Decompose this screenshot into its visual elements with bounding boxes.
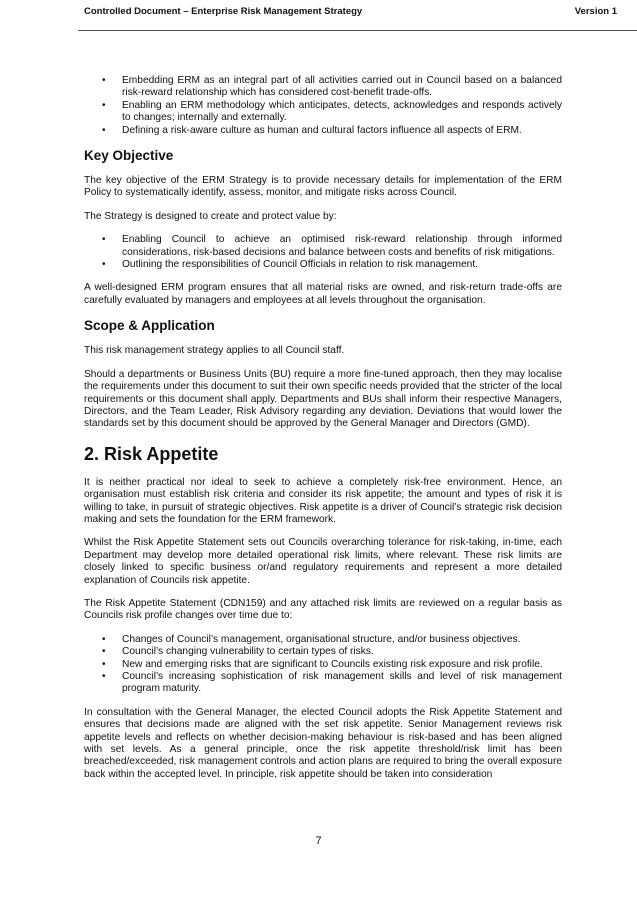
risk-appetite-bullet-list [84, 634, 562, 696]
list-item: • Defining a risk-aware culture as human and cultural factors influence all aspects of ERM. [84, 125, 562, 137]
risk-appetite-paragraph: The Risk Appetite Statement (CDN159) and any attached risk limits are reviewed on a regular basis as Councils risk profile changes over time due to: [84, 597, 562, 622]
list-item: • Embedding ERM as an integral part of all activities carried out in Council based on a balanced risk-reward relationship which has considered cost-benefit trade-offs. [84, 75, 562, 100]
list-item: • Council’s increasing sophistication of risk management skills and level of risk management program maturity. [84, 671, 562, 696]
document-header [84, 6, 617, 20]
page-number: 7 [315, 835, 322, 847]
risk-appetite-heading: 2. Risk Appetite [84, 443, 219, 464]
document-version: Version 1 [574, 6, 617, 17]
list-item: • Changes of Council’s management, organisational structure, and/or business objectives. [84, 634, 562, 646]
key-objective-paragraph: A well-designed ERM program ensures that all material risks are owned, and risk-return trade-offs are carefully evaluated by managers and employees at all levels throughout the organisation. [84, 282, 562, 306]
list-item: • Enabling an ERM methodology which anticipates, detects, acknowledges and responds actively to changes; internally and externally. [84, 100, 562, 125]
scope-heading: Scope & Application [84, 318, 215, 334]
list-item: • New and emerging risks that are significant to Councils existing risk exposure and risk profile. [84, 659, 562, 671]
scope-paragraph: Should a departments or Business Units (BU) require a more fine-tuned approach, then they may localise the requirements under this document to suit their own specific needs provided that the stricter of the local requirements or this document shall apply. Departments and BUs shall inform their respective Managers, Directors, and the Team Leader, Risk Advisory regarding any deviation. Deviations that would lower the standards set by this document should be approved by the General Manager and Directors (GMD). [84, 368, 562, 430]
list-item: • Enabling Council to achieve an optimised risk-reward relationship through informed considerations, risk-based decisions and balance between costs and benefits of risk mitigations. [84, 234, 562, 259]
header-divider [78, 30, 637, 31]
key-objective-paragraph: The key objective of the ERM Strategy is to provide necessary details for implementation of the ERM Policy to systematically identify, assess, monitor, and mitigate risks across Council. [84, 175, 562, 199]
key-objective-paragraph: The Strategy is designed to create and protect value by: [84, 210, 337, 222]
list-item: • Outlining the responsibilities of Council Officials in relation to risk management. [84, 259, 562, 271]
risk-appetite-paragraph: It is neither practical nor ideal to seek to achieve a completely risk-free environment. Hence, an organisation must establish risk criteria and consider its risk appetite; the amount and types of risk it is willing to take, in pursuit of strategic objectives. Risk appetite is a driver of Council’s strategic risk decision making and sets the foundation for the ERM framework. [84, 476, 562, 525]
document-title: Controlled Document – Enterprise Risk Management Strategy [84, 6, 363, 17]
intro-bullet-list [84, 75, 562, 137]
key-objective-heading: Key Objective [84, 148, 174, 164]
risk-appetite-paragraph: In consultation with the General Manager, the elected Council adopts the Risk Appetite Statement and ensures that decisions made are aligned with the set risk appetite. Senior Management reviews risk appetite levels and reflects on whether decision-making behaviour is risk-based and has been aligned with set levels. As a general principle, once the risk appetite threshold/risk limit has been breached/exceeded, risk management controls and action plans are required to bring the overall exposure back within the accepted level. In principle, risk appetite should be taken into consideration [84, 706, 562, 780]
key-objective-bullet-list [84, 234, 562, 271]
page-body [84, 75, 562, 781]
list-item: • Council’s changing vulnerability to certain types of risks. [84, 646, 562, 658]
risk-appetite-paragraph: Whilst the Risk Appetite Statement sets out Councils overarching tolerance for risk-taking, in-time, each Department may develop more detailed operational risk limits, where relevant. These risk limits are closely linked to specific business or/and regulatory requirements and represent a more detailed explanation of Councils risk appetite. [84, 537, 562, 586]
scope-paragraph: This risk management strategy applies to all Council staff. [84, 345, 345, 357]
